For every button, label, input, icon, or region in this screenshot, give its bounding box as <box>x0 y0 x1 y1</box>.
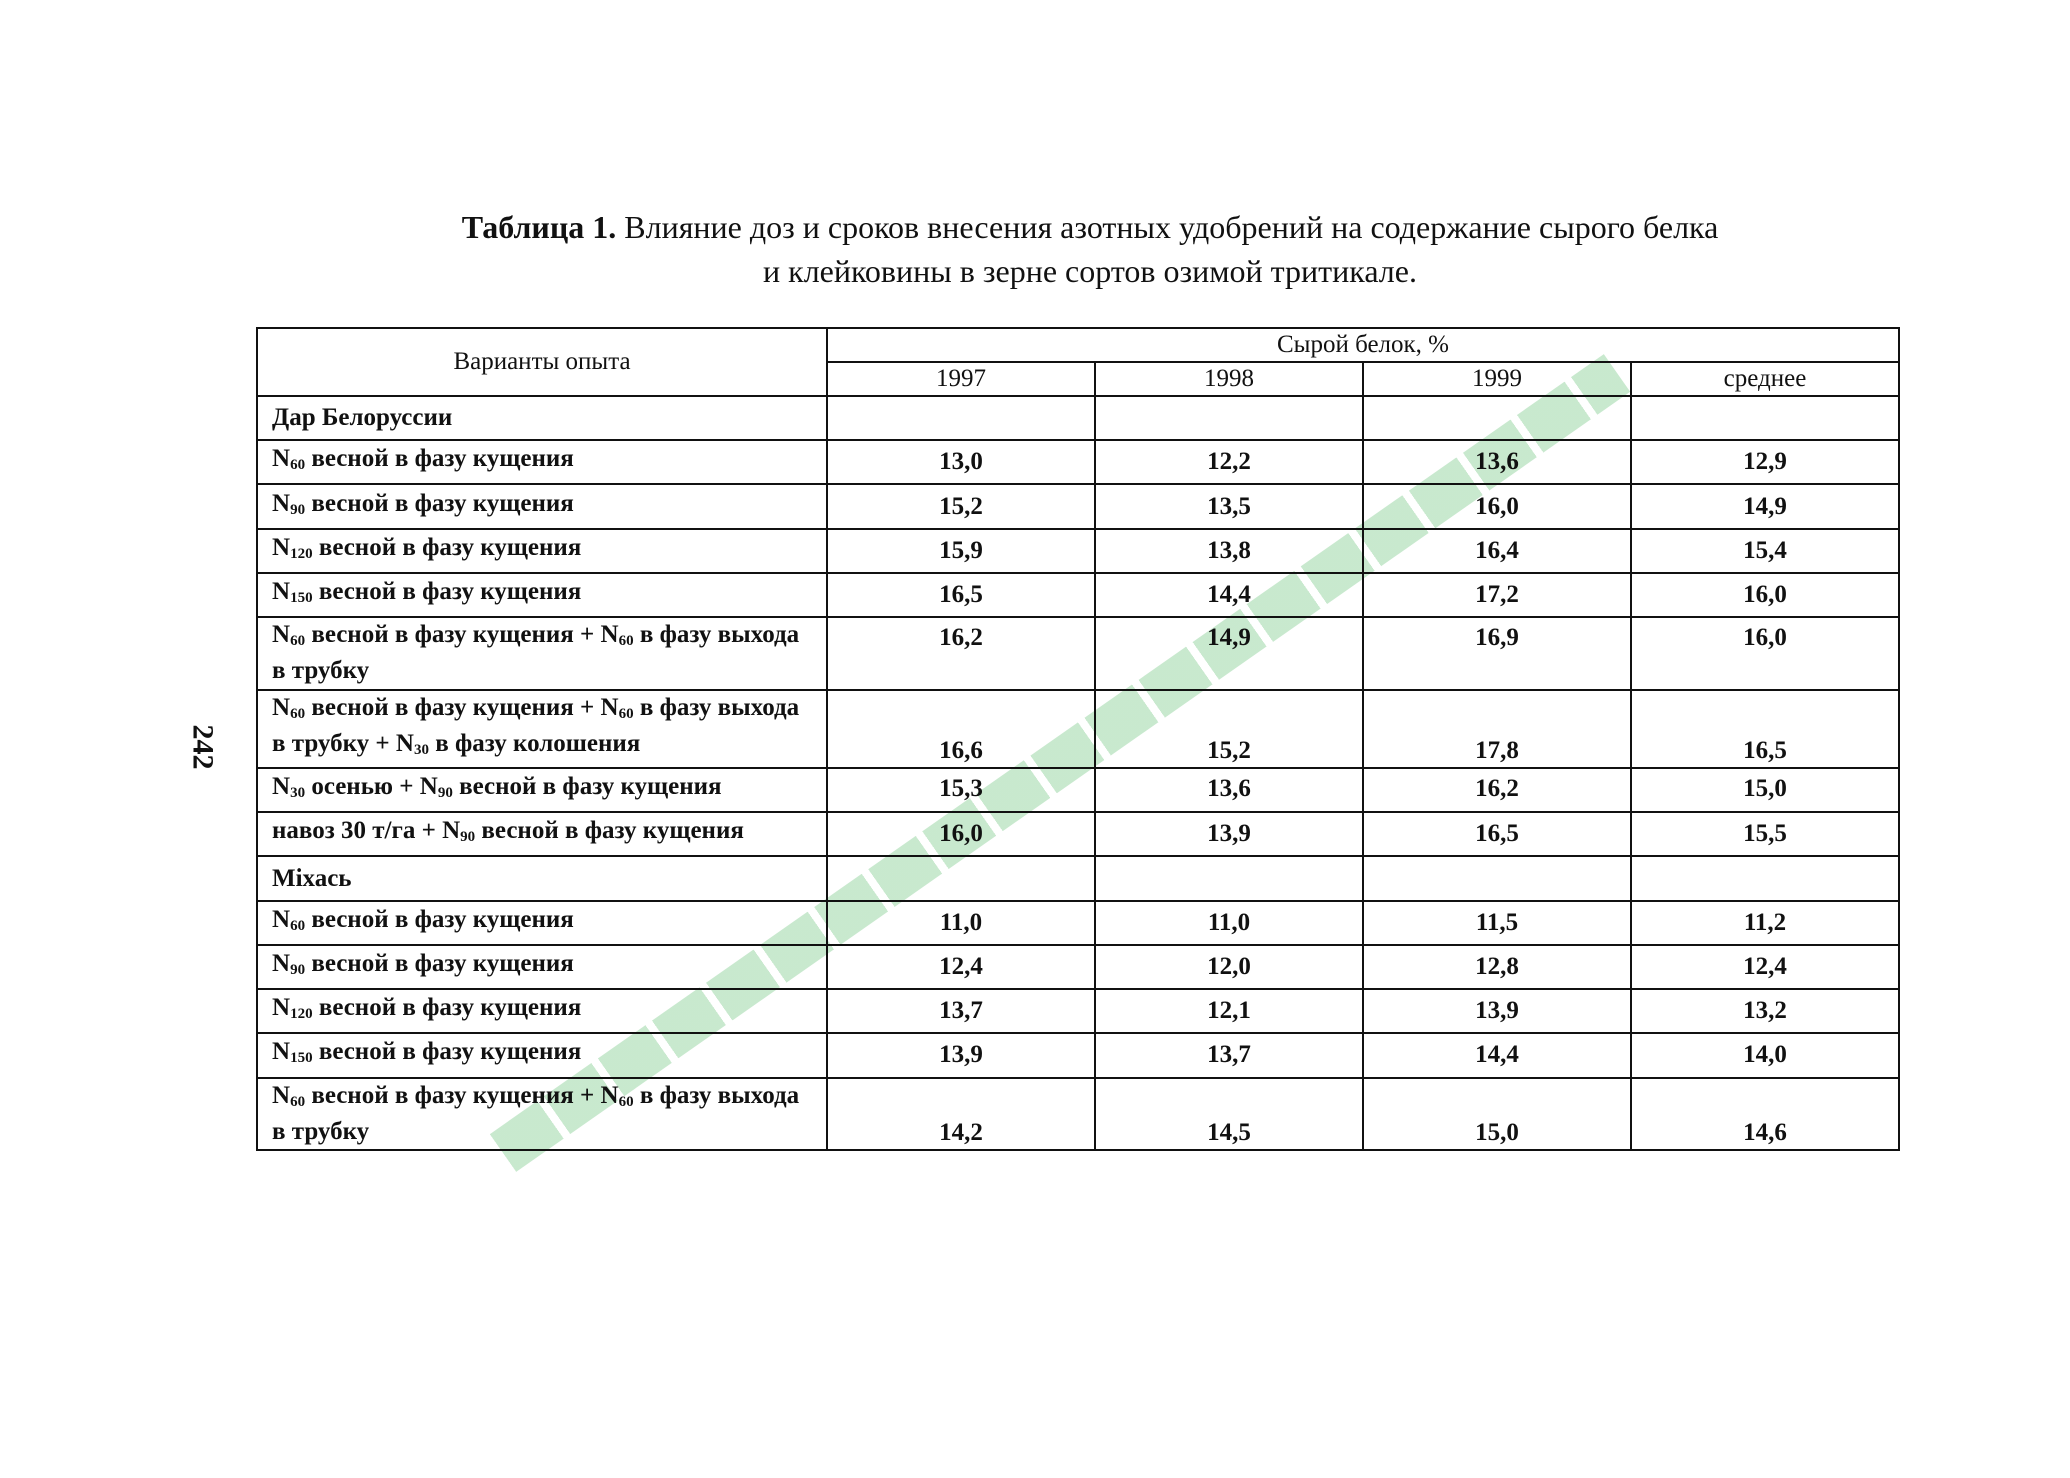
empty-cell <box>1631 856 1899 900</box>
value-average: 15,4 <box>1631 529 1899 573</box>
empty-cell <box>1363 856 1631 900</box>
variant-text: N <box>272 621 291 649</box>
variant-text: весной в фазу кущения <box>312 533 582 561</box>
variant-label <box>257 812 827 856</box>
caption-line-1 <box>300 205 1880 249</box>
variant-text: N <box>272 1081 291 1109</box>
header-year: 1999 <box>1363 362 1631 396</box>
table-caption <box>300 205 1880 293</box>
value-average: 12,4 <box>1631 945 1899 989</box>
value-year: 14,2 <box>827 1078 1095 1150</box>
nitrogen-dose: 150 <box>290 1050 313 1067</box>
nitrogen-dose: 60 <box>290 633 306 650</box>
nitrogen-dose: 30 <box>290 785 306 802</box>
nitrogen-dose: 60 <box>618 705 634 722</box>
value-average: 11,2 <box>1631 901 1899 945</box>
empty-cell <box>1095 396 1363 440</box>
table-body <box>257 396 1899 1150</box>
value-year: 11,0 <box>1095 901 1363 945</box>
value-average: 16,0 <box>1631 573 1899 617</box>
table-row <box>257 901 1899 945</box>
value-year: 16,5 <box>827 573 1095 617</box>
header-variants: Варианты опыта <box>257 328 827 396</box>
variant-label <box>257 1033 827 1077</box>
table-row <box>257 1033 1899 1077</box>
table-row <box>257 945 1899 989</box>
variant-text: весной в фазу кущения + N <box>305 693 619 721</box>
header-year: 1997 <box>827 362 1095 396</box>
value-average: 13,2 <box>1631 989 1899 1033</box>
nitrogen-dose: 60 <box>618 633 634 650</box>
value-year: 16,0 <box>1363 484 1631 528</box>
variant-label <box>257 529 827 573</box>
variant-text: N <box>272 533 291 561</box>
value-year: 17,2 <box>1363 573 1631 617</box>
value-year: 16,0 <box>827 812 1095 856</box>
group-name: Міхась <box>257 856 827 900</box>
table-row <box>257 440 1899 484</box>
variant-text: весной в фазу кущения <box>312 994 582 1022</box>
variant-text: в фазу выхода в трубку <box>272 621 800 685</box>
header-row-1 <box>257 328 1899 362</box>
variant-text: весной в фазу кущения <box>305 489 574 517</box>
variant-text: в фазу выхода в трубку <box>272 1081 800 1145</box>
variant-text: N <box>272 905 291 933</box>
group-name: Дар Белоруссии <box>257 396 827 440</box>
nitrogen-dose: 60 <box>290 705 306 722</box>
caption-text-1: Влияние доз и сроков внесения азотных удобрений на содержание сырого белка <box>624 209 1719 245</box>
value-average: 16,5 <box>1631 690 1899 768</box>
variant-text: весной в фазу кущения <box>312 578 582 606</box>
header-year: 1998 <box>1095 362 1363 396</box>
value-year: 12,0 <box>1095 945 1363 989</box>
value-year: 13,7 <box>1095 1033 1363 1077</box>
nitrogen-dose: 150 <box>290 590 313 607</box>
nitrogen-dose: 60 <box>290 1093 306 1110</box>
value-average: 14,9 <box>1631 484 1899 528</box>
value-average: 15,5 <box>1631 812 1899 856</box>
variant-text: в фазу выхода в трубку + N <box>272 693 800 757</box>
variant-text: N <box>272 773 291 801</box>
variant-label <box>257 617 827 689</box>
nitrogen-dose: 120 <box>290 545 313 562</box>
value-year: 12,4 <box>827 945 1095 989</box>
value-year: 17,8 <box>1363 690 1631 768</box>
variant-label <box>257 573 827 617</box>
variant-text: весной в фазу кущения <box>305 445 574 473</box>
value-average: 15,0 <box>1631 768 1899 812</box>
value-year: 13,5 <box>1095 484 1363 528</box>
value-average: 14,6 <box>1631 1078 1899 1150</box>
table-row <box>257 690 1899 768</box>
variant-text: весной в фазу кущения <box>305 905 574 933</box>
table-row <box>257 529 1899 573</box>
value-year: 16,4 <box>1363 529 1631 573</box>
variant-label <box>257 768 827 812</box>
value-year: 11,0 <box>827 901 1095 945</box>
value-year: 14,5 <box>1095 1078 1363 1150</box>
caption-line-2: и клейковины в зерне сортов озимой тритикале. <box>763 253 1417 289</box>
value-year: 15,9 <box>827 529 1095 573</box>
value-year: 13,8 <box>1095 529 1363 573</box>
header-protein: Сырой белок, % <box>827 328 1899 362</box>
value-year: 13,0 <box>827 440 1095 484</box>
value-year: 12,8 <box>1363 945 1631 989</box>
value-year: 11,5 <box>1363 901 1631 945</box>
empty-cell <box>827 856 1095 900</box>
value-average: 14,0 <box>1631 1033 1899 1077</box>
value-year: 12,1 <box>1095 989 1363 1033</box>
value-year: 16,5 <box>1363 812 1631 856</box>
variant-text: N <box>272 578 291 606</box>
variant-text: N <box>272 489 291 517</box>
variant-text: N <box>272 693 291 721</box>
value-year: 13,6 <box>1363 440 1631 484</box>
variant-text: весной в фазу кущения + N <box>305 621 619 649</box>
value-year: 16,2 <box>827 617 1095 689</box>
variant-text: в фазу колошения <box>428 729 641 757</box>
value-year: 13,7 <box>827 989 1095 1033</box>
value-year: 15,0 <box>1363 1078 1631 1150</box>
variant-label <box>257 945 827 989</box>
value-year: 13,6 <box>1095 768 1363 812</box>
header-average: среднее <box>1631 362 1899 396</box>
caption-label: Таблица 1. <box>461 209 617 245</box>
table-row <box>257 1078 1899 1150</box>
variant-text: весной в фазу кущения <box>305 950 574 977</box>
variant-text: весной в фазу кущения <box>452 773 722 801</box>
variant-label <box>257 484 827 528</box>
value-average: 16,0 <box>1631 617 1899 689</box>
variant-label <box>257 989 827 1033</box>
variant-text: осенью + N <box>305 773 438 801</box>
nitrogen-dose: 60 <box>618 1093 634 1110</box>
group-row <box>257 396 1899 440</box>
table-row <box>257 812 1899 856</box>
variant-text: N <box>272 1038 291 1066</box>
table-row <box>257 989 1899 1033</box>
value-year: 16,9 <box>1363 617 1631 689</box>
page-number: 242 <box>186 724 220 770</box>
nitrogen-dose: 30 <box>413 741 429 758</box>
value-year: 13,9 <box>1095 812 1363 856</box>
variant-label <box>257 1078 827 1150</box>
variant-text: весной в фазу кущения <box>312 1038 582 1066</box>
table-row <box>257 768 1899 812</box>
value-year: 14,4 <box>1363 1033 1631 1077</box>
empty-cell <box>1095 856 1363 900</box>
variant-text: весной в фазу кущения <box>475 817 744 845</box>
table-row <box>257 573 1899 617</box>
nitrogen-dose: 60 <box>290 457 306 474</box>
value-year: 14,9 <box>1095 617 1363 689</box>
value-year: 15,3 <box>827 768 1095 812</box>
variant-text: весной в фазу кущения + N <box>305 1081 619 1109</box>
nitrogen-dose: 60 <box>290 917 306 934</box>
variant-label <box>257 901 827 945</box>
value-year: 16,6 <box>827 690 1095 768</box>
variant-text: N <box>272 950 291 977</box>
variant-label <box>257 440 827 484</box>
group-row <box>257 856 1899 900</box>
empty-cell <box>1631 396 1899 440</box>
table-row <box>257 484 1899 528</box>
variant-label <box>257 690 827 768</box>
table-row <box>257 617 1899 689</box>
variant-text: навоз 30 т/га + N <box>272 817 461 845</box>
value-year: 12,2 <box>1095 440 1363 484</box>
nitrogen-dose: 90 <box>460 829 476 846</box>
variant-text: N <box>272 445 291 473</box>
nitrogen-dose: 90 <box>437 785 453 802</box>
value-year: 15,2 <box>1095 690 1363 768</box>
nitrogen-dose: 90 <box>290 962 306 978</box>
value-average: 12,9 <box>1631 440 1899 484</box>
nitrogen-dose: 90 <box>290 501 306 518</box>
empty-cell <box>1363 396 1631 440</box>
value-year: 13,9 <box>827 1033 1095 1077</box>
value-year: 15,2 <box>827 484 1095 528</box>
value-year: 13,9 <box>1363 989 1631 1033</box>
value-year: 16,2 <box>1363 768 1631 812</box>
nitrogen-dose: 120 <box>290 1006 313 1023</box>
protein-table <box>256 327 1900 1151</box>
variant-text: N <box>272 994 291 1022</box>
value-year: 14,4 <box>1095 573 1363 617</box>
empty-cell <box>827 396 1095 440</box>
